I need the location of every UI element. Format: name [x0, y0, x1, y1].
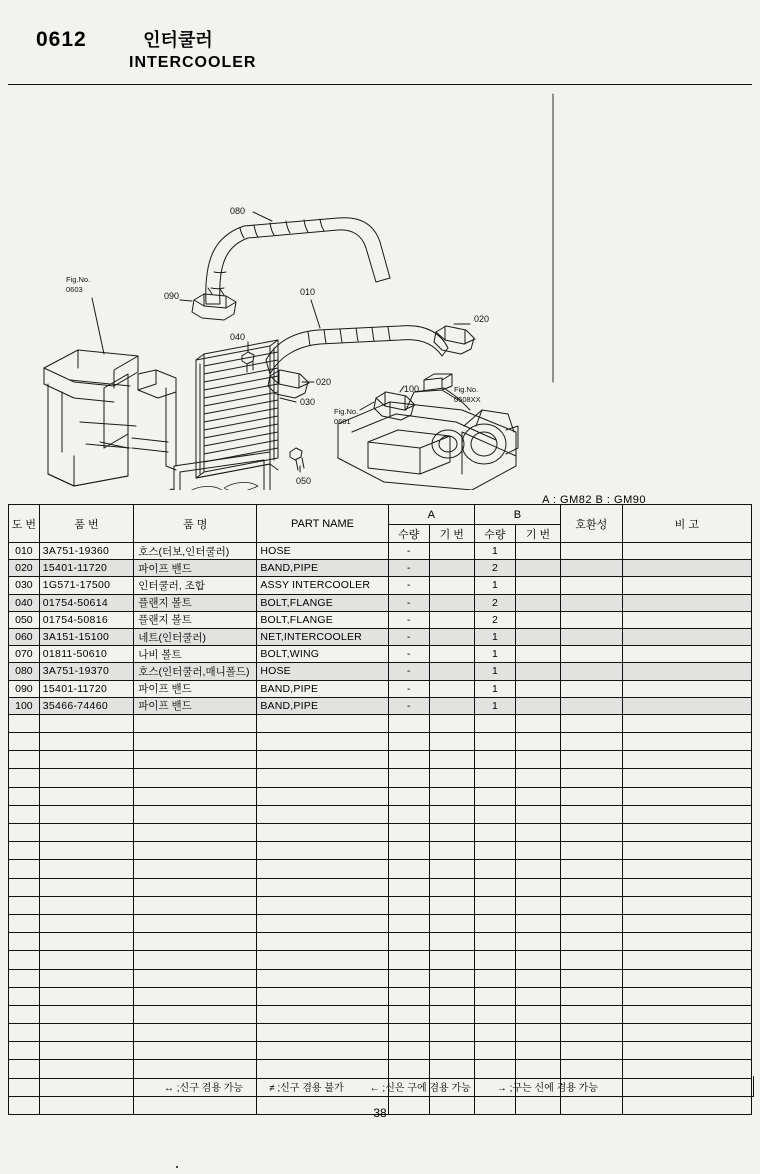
cell-ref-b [515, 646, 560, 663]
cell-part-no: 3A151-15100 [39, 628, 133, 645]
cell-qty-b: 1 [474, 628, 515, 645]
legend-bar [8, 1076, 754, 1097]
table-row-empty [9, 733, 752, 751]
table-row-empty [9, 1024, 752, 1042]
cell-interchange [561, 646, 623, 663]
cell-name-en: HOSE [257, 663, 388, 680]
table-row-empty [9, 769, 752, 787]
page-number: 38 [373, 1106, 387, 1120]
callout-020-right: 020 [474, 314, 490, 324]
cell-ref-a [429, 543, 474, 560]
th-name-kr: 품 명 [134, 505, 257, 543]
th-ref-a: 기 번 [429, 525, 474, 543]
cell-dob: 080 [9, 663, 40, 680]
cell-remarks [622, 680, 751, 697]
variant-note: A : GM82 B : GM90 [542, 494, 646, 506]
cell-dob: 030 [9, 577, 40, 594]
cell-name-en: NET,INTERCOOLER [257, 628, 388, 645]
table-row [9, 680, 752, 697]
cell-qty-b: 2 [474, 611, 515, 628]
table-row-empty [9, 714, 752, 732]
cell-remarks [622, 663, 751, 680]
th-ref-b: 기 번 [515, 525, 560, 543]
cell-part-no: 3A751-19360 [39, 543, 133, 560]
cell-name-kr: 파이프 밴드 [134, 680, 257, 697]
cell-ref-a [429, 560, 474, 577]
cell-ref-b [515, 594, 560, 611]
legend-item-2: ≠ ;신구 겸용 불가 [269, 1082, 344, 1094]
table-row-empty [9, 914, 752, 932]
legend-item-1: ↔ ;신구 겸용 가능 [164, 1082, 244, 1094]
cell-qty-a: - [388, 543, 429, 560]
fig-ref-value-0601: 0601 [334, 417, 351, 426]
cell-dob: 100 [9, 697, 40, 714]
cell-qty-a: - [388, 594, 429, 611]
cell-name-en: BAND,PIPE [257, 680, 388, 697]
fig-ref-label-0608: Fig.No. [454, 385, 479, 394]
cell-interchange [561, 577, 623, 594]
cell-name-kr: 네트(인터쿨러) [134, 628, 257, 645]
cell-interchange [561, 663, 623, 680]
cell-ref-a [429, 577, 474, 594]
cell-name-en: HOSE [257, 543, 388, 560]
cell-name-kr: 파이프 밴드 [134, 560, 257, 577]
cell-qty-b: 1 [474, 646, 515, 663]
fig-ref-label-0603: Fig.No. [66, 275, 91, 284]
cell-name-en: BAND,PIPE [257, 697, 388, 714]
cell-ref-a [429, 680, 474, 697]
cell-ref-b [515, 543, 560, 560]
cell-interchange [561, 543, 623, 560]
cell-remarks [622, 611, 751, 628]
cell-name-kr: 인터쿨러, 조합 [134, 577, 257, 594]
cell-name-en: BOLT,FLANGE [257, 594, 388, 611]
legend-item-4: → ;구는 신에 겸용 가능 [496, 1082, 598, 1094]
fig-ref-value-0603: 0603 [66, 285, 83, 294]
table-row [9, 560, 752, 577]
table-header-row-1 [9, 505, 752, 525]
cell-dob: 040 [9, 594, 40, 611]
cell-dob: 050 [9, 611, 40, 628]
cell-part-no: 01754-50816 [39, 611, 133, 628]
cell-ref-b [515, 628, 560, 645]
table-row-empty [9, 824, 752, 842]
th-name-en: PART NAME [257, 505, 388, 543]
cell-ref-a [429, 663, 474, 680]
cell-remarks [622, 577, 751, 594]
table-row [9, 697, 752, 714]
table-row-empty [9, 896, 752, 914]
th-remarks: 비 고 [622, 505, 751, 543]
cell-dob: 090 [9, 680, 40, 697]
table-row [9, 543, 752, 560]
callout-080: 080 [230, 206, 246, 216]
cell-qty-a: - [388, 663, 429, 680]
cell-ref-a [429, 697, 474, 714]
cell-name-en: BAND,PIPE [257, 560, 388, 577]
callout-050: 050 [296, 476, 312, 486]
table-row [9, 663, 752, 680]
cell-interchange [561, 697, 623, 714]
cell-qty-b: 1 [474, 543, 515, 560]
cell-dob: 070 [9, 646, 40, 663]
section-code: 0612 [36, 28, 87, 51]
cell-ref-b [515, 697, 560, 714]
parts-table [8, 504, 752, 1115]
cell-qty-a: - [388, 611, 429, 628]
table-row-empty [9, 751, 752, 769]
cell-dob: 010 [9, 543, 40, 560]
cell-name-en: BOLT,FLANGE [257, 611, 388, 628]
table-row-empty [9, 842, 752, 860]
table-row [9, 611, 752, 628]
cell-qty-a: - [388, 680, 429, 697]
cell-remarks [622, 628, 751, 645]
cell-interchange [561, 628, 623, 645]
cell-qty-b: 1 [474, 663, 515, 680]
cell-part-no: 15401-11720 [39, 560, 133, 577]
cell-part-no: 15401-11720 [39, 680, 133, 697]
callout-090: 090 [164, 291, 180, 301]
cell-qty-a: - [388, 697, 429, 714]
cell-qty-b: 1 [474, 680, 515, 697]
cell-part-no: 3A751-19370 [39, 663, 133, 680]
th-part-no: 품 번 [39, 505, 133, 543]
table-row-empty [9, 933, 752, 951]
table-row [9, 594, 752, 611]
cell-qty-b: 1 [474, 577, 515, 594]
cell-name-kr: 나비 볼트 [134, 646, 257, 663]
th-group-b: B [474, 505, 560, 525]
cell-interchange [561, 680, 623, 697]
cell-ref-b [515, 680, 560, 697]
page-header [36, 26, 726, 72]
callout-030: 030 [300, 397, 316, 407]
cell-ref-a [429, 611, 474, 628]
section-title-english: INTERCOOLER [129, 54, 257, 71]
cell-qty-a: - [388, 628, 429, 645]
cell-name-kr: 파이프 밴드 [134, 697, 257, 714]
cell-part-no: 1G571-17500 [39, 577, 133, 594]
table-row-empty [9, 1005, 752, 1023]
fig-ref-label-0601: Fig.No. [334, 407, 359, 416]
legend-item-3: ← ;신은 구에 겸용 가능 [369, 1082, 471, 1094]
cell-remarks [622, 543, 751, 560]
cell-qty-b: 2 [474, 594, 515, 611]
cell-name-kr: 호스(인터쿨러,매니폴드) [134, 663, 257, 680]
th-qty-a: 수량 [388, 525, 429, 543]
table-row [9, 646, 752, 663]
cell-interchange [561, 560, 623, 577]
cell-remarks [622, 646, 751, 663]
fig-ref-value-0608: 0608XX [454, 395, 481, 404]
cell-name-kr: 플랜지 볼트 [134, 611, 257, 628]
table-row-empty [9, 969, 752, 987]
cell-ref-b [515, 577, 560, 594]
cell-dob: 020 [9, 560, 40, 577]
cell-interchange [561, 594, 623, 611]
scan-artifact [176, 1166, 178, 1168]
cell-part-no: 01811-50610 [39, 646, 133, 663]
table-body [9, 543, 752, 1115]
cell-remarks [622, 697, 751, 714]
th-dob: 도 번 [9, 505, 40, 543]
th-qty-b: 수량 [474, 525, 515, 543]
table-row-empty [9, 805, 752, 823]
callout-100: 100 [404, 384, 420, 394]
cell-part-no: 35466-74460 [39, 697, 133, 714]
table-row-empty [9, 878, 752, 896]
table-row-empty [9, 1042, 752, 1060]
cell-ref-b [515, 611, 560, 628]
cell-ref-a [429, 594, 474, 611]
exploded-view-figure [8, 92, 752, 506]
cell-remarks [622, 594, 751, 611]
cell-qty-b: 2 [474, 560, 515, 577]
cell-interchange [561, 611, 623, 628]
cell-ref-b [515, 663, 560, 680]
table-row [9, 577, 752, 594]
cell-name-kr: 플랜지 볼트 [134, 594, 257, 611]
table-row-empty [9, 860, 752, 878]
cell-qty-a: - [388, 646, 429, 663]
callout-040: 040 [230, 332, 246, 342]
callout-010: 010 [300, 287, 316, 297]
cell-ref-b [515, 560, 560, 577]
header-divider [8, 84, 752, 85]
th-group-a: A [388, 505, 474, 525]
callout-020-middle: 020 [316, 377, 332, 387]
cell-name-en: BOLT,WING [257, 646, 388, 663]
cell-name-kr: 호스(터보,인터쿨러) [134, 543, 257, 560]
table-row-empty [9, 987, 752, 1005]
table-row-empty [9, 787, 752, 805]
cell-qty-a: - [388, 577, 429, 594]
table-row-empty [9, 951, 752, 969]
cell-dob: 060 [9, 628, 40, 645]
cell-name-en: ASSY INTERCOOLER [257, 577, 388, 594]
cell-remarks [622, 560, 751, 577]
cell-ref-a [429, 628, 474, 645]
section-title-korean: 인터쿨러 [143, 30, 213, 50]
th-interchange: 호환성 [561, 505, 623, 543]
figure-drawing [8, 92, 752, 490]
table-row [9, 628, 752, 645]
cell-qty-a: - [388, 560, 429, 577]
cell-qty-b: 1 [474, 697, 515, 714]
cell-part-no: 01754-50614 [39, 594, 133, 611]
cell-ref-a [429, 646, 474, 663]
